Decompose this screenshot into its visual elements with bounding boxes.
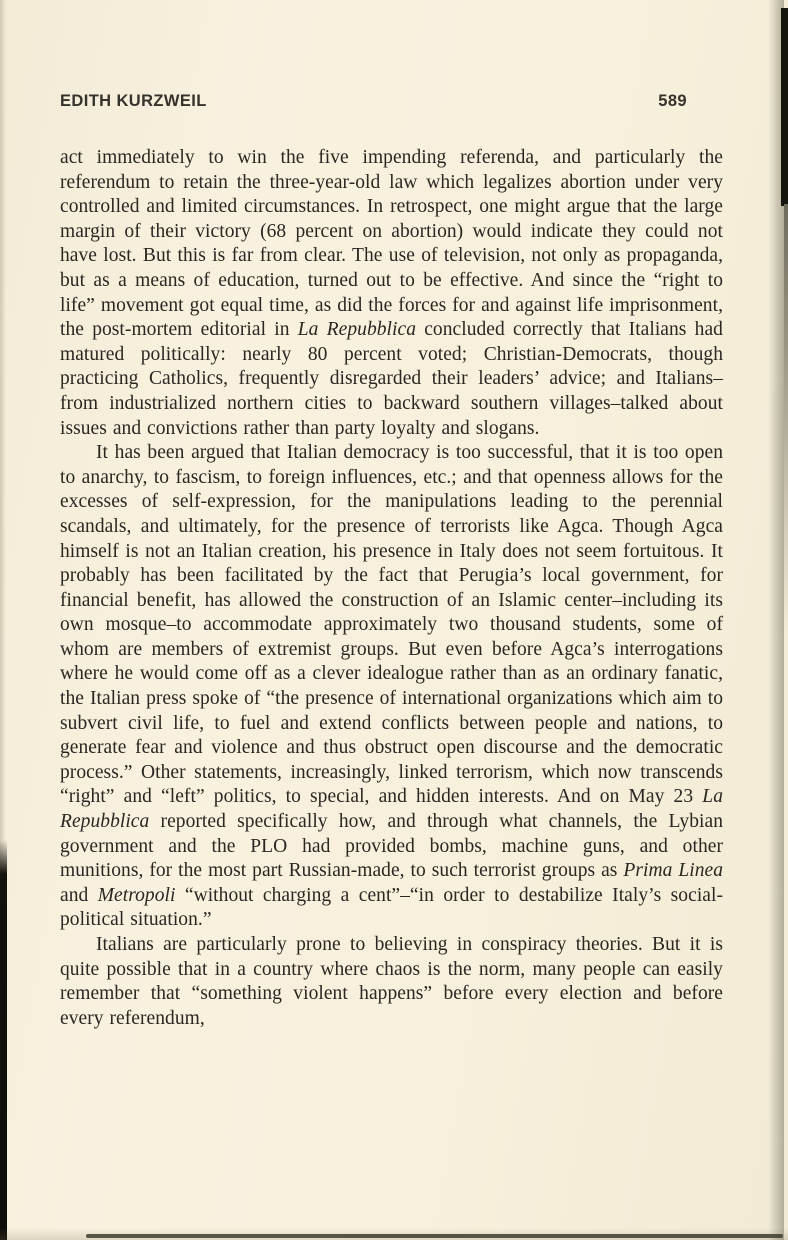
page-number: 589 bbox=[658, 92, 687, 110]
scan-edge-right-black bbox=[781, 8, 788, 206]
paragraph bbox=[60, 441, 723, 933]
italic-title-text: La Repubblica bbox=[297, 319, 416, 341]
running-head-author: EDITH KURZWEIL bbox=[60, 92, 207, 110]
italic-title-text: La Repubblica bbox=[60, 786, 723, 833]
paragraph bbox=[60, 146, 723, 441]
italic-title-text: Prima Linea bbox=[623, 860, 724, 882]
paragraph-text: Italians are particularly prone to believing in conspiracy theories. But it is quite possible that in a country where chaos is the norm, many people can easily remember that “something violent happens” before every election and before every referendum, bbox=[60, 934, 723, 1029]
italic-title-text: Metropoli bbox=[97, 884, 176, 906]
paragraph-text: concluded correctly that Italians had matured politically: nearly 80 percent voted; Christian-Democrats, though practicing Catholics, frequently disregarded their leaders’ advice; and Italians–from industrialized northern cities to backward southern villages–talked about issues and convictions rather than party loyalty and slogans. bbox=[60, 319, 723, 439]
scan-edge-left-black bbox=[0, 840, 7, 1240]
scan-edge-bottom-shade bbox=[0, 1228, 788, 1240]
paragraph bbox=[60, 933, 723, 1031]
paragraph-text: reported specifically how, and through what channels, the Lybian government and the PLO had provided bombs, machine guns, and other munitions, for the most part Russian-made, to such terrorist groups as bbox=[60, 811, 723, 882]
paragraph-text: act immediately to win the five impending referenda, and particularly the referendum to retain the three-year-old law which legalizes abortion under very controlled and limited circumstances. In retrospect, one might argue that the large margin of their victory (68 percent on abortion) would indicate they could not have lost. But this is far from clear. The use of television, not only as propaganda, but as a means of education, turned out to be effective. And since the “right to life” movement got equal time, as did the forces for and against life imprisonment, the post-mortem editorial in bbox=[60, 147, 723, 341]
paragraph-text: It has been argued that Italian democracy is too successful, that it is too open to anarchy, to fascism, to foreign influences, etc.; and that openness allows for the excesses of self-expression, for the manipulations leading to the perennial scandals, and ultimately, for the presence of terrorists like Agca. Though Agca himself is not an Italian creation, his presence in Italy does not seem fortuitous. It probably has been facilitated by the fact that Perugia’s local government, for financial benefit, has allowed the construction of an Islamic center–including its own mosque–to accommodate approximately two thousand students, some of whom are members of extremist groups. But even before Agca’s interrogations where he would come off as a clever idealogue rather than as an ordinary fanatic, the Italian press spoke of “the presence of international organizations which aim to subvert civil life, to fuel and extend conflicts between people and nations, to generate fear and violence and thus obstruct open discourse and the democratic process.” Other statements, increasingly, linked terrorism, which now transcends “right” and “left” politics, to special, and hidden interests. And on May 23 bbox=[60, 442, 723, 808]
paragraph-text: “without charging a cent”–“in order to destabilize Italy’s social-political situation.” bbox=[60, 884, 723, 931]
running-head bbox=[60, 92, 687, 111]
page-body-text bbox=[60, 146, 723, 1031]
paragraph-text: and bbox=[60, 884, 98, 906]
scan-edge-right-shadow bbox=[784, 204, 788, 634]
